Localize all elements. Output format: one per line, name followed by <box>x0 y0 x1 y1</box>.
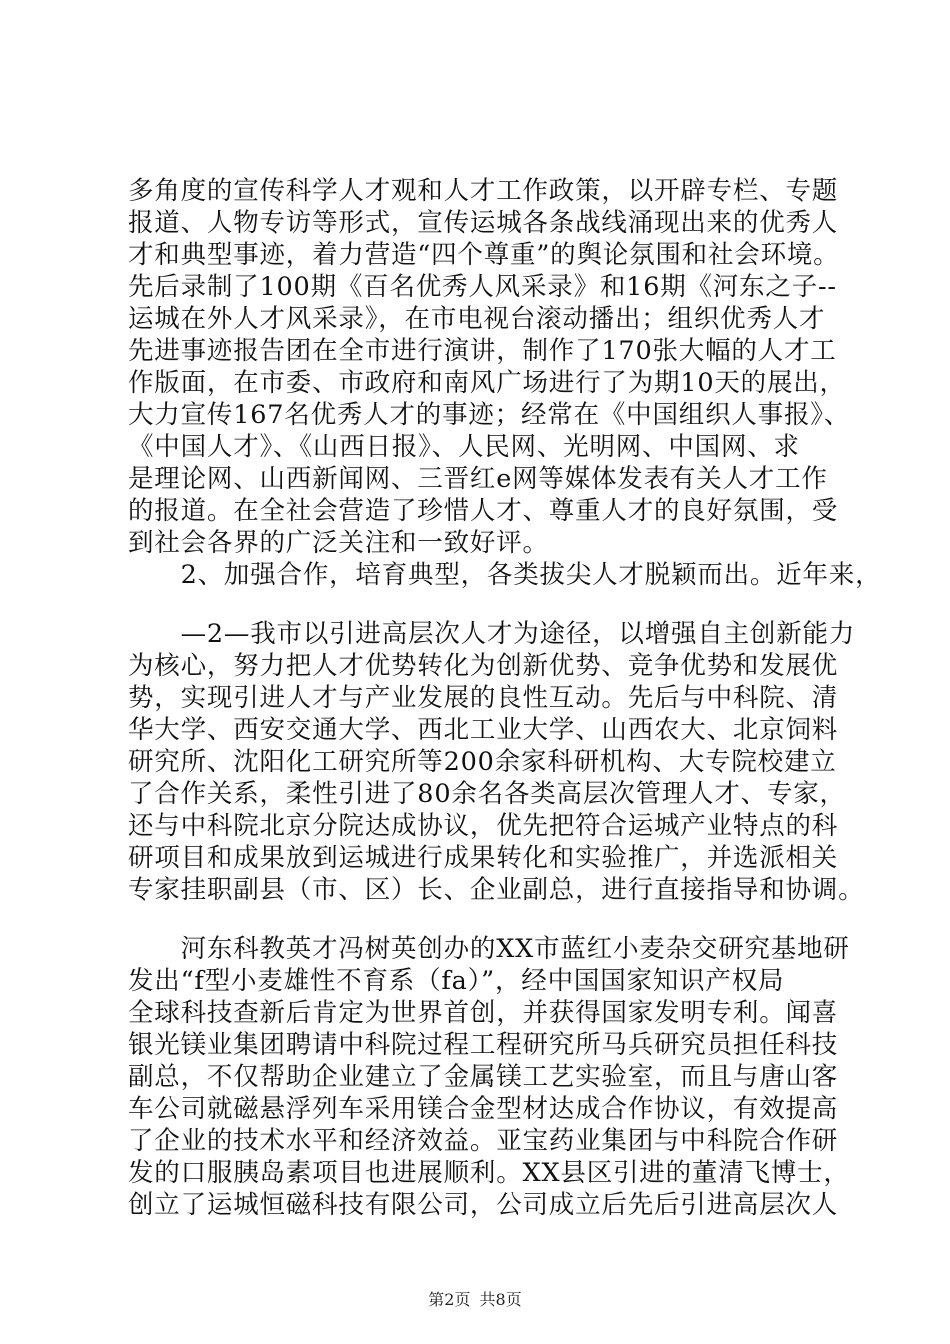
text-line: 势，实现引进人才与产业发展的良性互动。先后与中科院、清 <box>128 683 839 713</box>
text-line: 作版面，在市委、市政府和南风广场进行了为期10天的展出， <box>128 368 846 398</box>
text-line: 先进事迹报告团在全市进行演讲，制作了170张大幅的人才工 <box>128 336 837 366</box>
text-line: 发出“f型小麦雄性不育系（fa）”，经中国国家知识产权局 <box>128 966 785 996</box>
text-line: —2—我市以引进高层次人才为途径，以增强自主创新能力 <box>128 619 856 649</box>
text-line: 车公司就磁悬浮列车采用镁合金型材达成合作协议，有效提高 <box>128 1094 839 1124</box>
text-line: 银光镁业集团聘请中科院过程工程研究所马兵研究员担任科技 <box>128 1030 839 1060</box>
page-footer <box>0 1287 950 1310</box>
text-line: 河东科教英才冯树英创办的XX市蓝红小麦杂交研究基地研 <box>128 934 850 964</box>
text-line: 先后录制了100期《百名优秀人风采录》和16期《河东之子-- <box>128 272 837 302</box>
text-line: 运城在外人才风采录》，在市电视台滚动播出；组织优秀人才 <box>128 304 826 334</box>
text-line: 报道、人物专访等形式，宣传运城各条战线涌现出来的优秀人 <box>128 208 839 238</box>
text-line: 研项目和成果放到运城进行成果转化和实验推广，并选派相关 <box>128 843 839 873</box>
text-line: 发的口服胰岛素项目也进展顺利。XX县区引进的董清飞博士， <box>128 1158 850 1188</box>
text-line: 全球科技查新后肯定为世界首创，并获得国家发明专利。闻喜 <box>128 998 839 1028</box>
text-line: 还与中科院北京分院达成协议，优先把符合运城产业特点的科 <box>128 811 839 841</box>
page-total: 共8页 <box>479 1290 522 1309</box>
text-line: 才和典型事迹，着力营造“四个尊重”的舆论氛围和社会环境。 <box>128 240 840 270</box>
text-line: 多角度的宣传科学人才观和人才工作政策，以开辟专栏、专题 <box>128 176 839 206</box>
text-line: 专家挂职副县（市、区）长、企业副总，进行直接指导和协调。 <box>128 875 865 905</box>
text-line: 2、加强合作，培育典型，各类拔尖人才脱颖而出。近年来， <box>128 560 882 590</box>
text-line: 的报道。在全社会营造了珍惜人才、尊重人才的良好氛围，受 <box>128 496 839 526</box>
text-line: 副总，不仅帮助企业建立了金属镁工艺实验室，而且与唐山客 <box>128 1062 839 1092</box>
text-line: 华大学、西安交通大学、西北工业大学、山西农大、北京饲料 <box>128 715 839 745</box>
text-line: 创立了运城恒磁科技有限公司，公司成立后先后引进高层次人 <box>128 1190 839 1220</box>
text-line: 研究所、沈阳化工研究所等200余家科研机构、大专院校建立 <box>128 747 837 777</box>
text-line: 是理论网、山西新闻网、三晋红e网等媒体发表有关人才工作 <box>128 464 828 494</box>
text-line: 为核心，努力把人才优势转化为创新优势、竞争优势和发展优 <box>128 651 839 681</box>
text-line: 到社会各界的广泛关注和一致好评。 <box>128 528 549 558</box>
text-line: 大力宣传167名优秀人才的事迹；经常在《中国组织人事报》、 <box>128 400 851 430</box>
page-number: 第2页 <box>428 1290 471 1309</box>
text-line: 《中国人才》、《山西日报》、人民网、光明网、中国网、求 <box>128 432 800 462</box>
text-line: 了合作关系，柔性引进了80余名各类高层次管理人才、专家， <box>128 779 846 809</box>
text-line: 了企业的技术水平和经济效益。亚宝药业集团与中科院合作研 <box>128 1126 839 1156</box>
